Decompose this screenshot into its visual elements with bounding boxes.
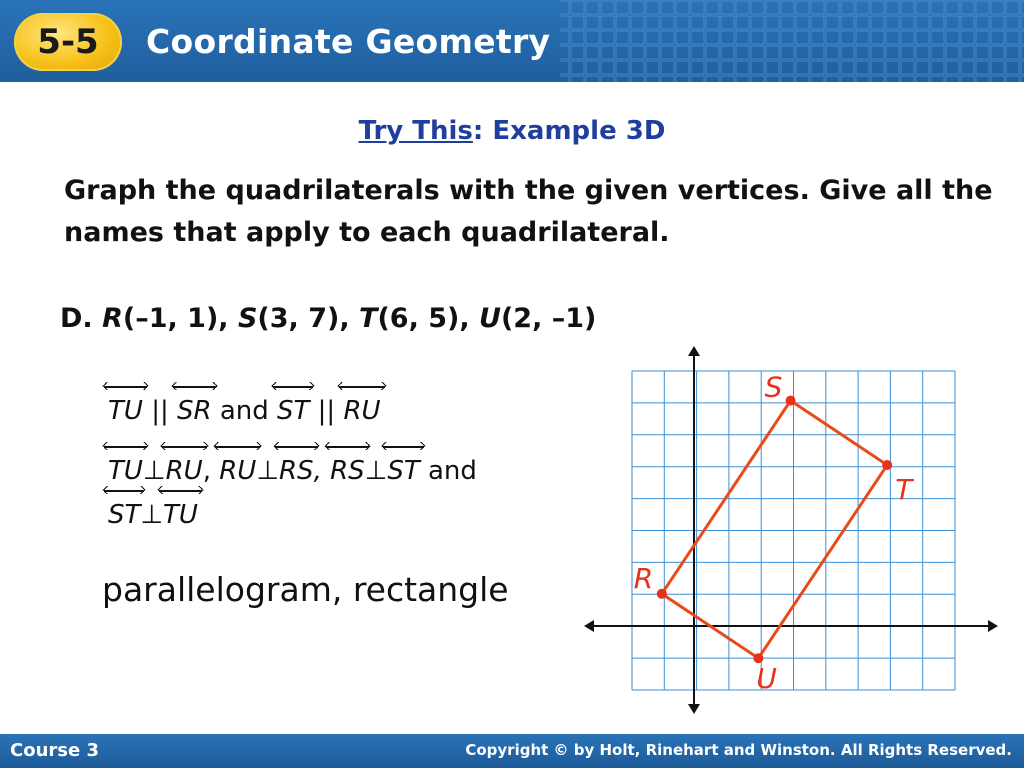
vertex-coords: (2, –1) bbox=[500, 303, 597, 334]
and-word: and bbox=[219, 396, 269, 426]
parallel-statement bbox=[108, 396, 381, 426]
perp-symbol: ⊥ bbox=[256, 456, 279, 486]
vertex-label: S bbox=[764, 370, 783, 404]
lesson-badge bbox=[14, 13, 122, 71]
graph-grid bbox=[632, 371, 955, 690]
comma: , bbox=[202, 456, 211, 486]
vertex-name: T bbox=[359, 303, 378, 334]
quadrilateral bbox=[634, 371, 914, 696]
vertex-separator: , bbox=[339, 303, 360, 334]
perp-symbol: ⊥ bbox=[142, 456, 166, 486]
vertex-point bbox=[657, 589, 667, 599]
y-axis-arrow-top bbox=[688, 346, 700, 356]
problem-label: D. bbox=[60, 303, 93, 334]
and-word: and bbox=[427, 456, 477, 486]
vertex-label: R bbox=[633, 561, 654, 595]
quadrilateral-outline bbox=[662, 401, 887, 659]
coordinate-graph bbox=[584, 344, 1004, 724]
line-tu: TU bbox=[163, 500, 198, 530]
line-ru: RU bbox=[219, 456, 257, 486]
y-axis-arrow-bottom bbox=[688, 704, 700, 714]
line-st: ST bbox=[108, 500, 141, 530]
answer-text: parallelogram, rectangle bbox=[102, 570, 509, 609]
line-st: ST bbox=[277, 396, 310, 426]
copyright-text: Copyright © by Holt, Rinehart and Winston. All Rights Reserved. bbox=[465, 741, 1012, 759]
example-heading-rest: : Example 3D bbox=[472, 116, 666, 146]
line-sr: SR bbox=[176, 396, 212, 426]
line-rs: RS bbox=[330, 456, 365, 486]
perpendicular-statement-2 bbox=[108, 500, 198, 530]
vertex-name: U bbox=[479, 303, 501, 334]
line-ru: RU bbox=[165, 456, 203, 486]
problem-vertices bbox=[60, 303, 596, 334]
example-heading bbox=[0, 116, 1024, 146]
vertex-coords: (–1, 1) bbox=[122, 303, 219, 334]
parallel-symbol: || bbox=[151, 396, 169, 426]
vertex-separator: , bbox=[218, 303, 238, 334]
vertex-separator: , bbox=[459, 303, 480, 334]
vertex-label: U bbox=[756, 662, 777, 696]
line-rs: RS bbox=[278, 456, 314, 486]
problem-prompt: Graph the quadrilaterals with the given vertices. Give all the names that apply to each quadrilateral. bbox=[64, 175, 993, 248]
perp-symbol: ⊥ bbox=[364, 456, 388, 486]
course-label: Course 3 bbox=[10, 740, 99, 761]
x-axis-arrow-left bbox=[584, 620, 594, 632]
lesson-number: 5-5 bbox=[37, 22, 99, 62]
line-tu: TU bbox=[108, 396, 143, 426]
vertex-point bbox=[882, 460, 892, 470]
perp-symbol: ⊥ bbox=[140, 500, 164, 530]
page-title: Coordinate Geometry bbox=[146, 22, 551, 61]
try-this-link[interactable]: Try This bbox=[358, 116, 473, 146]
line-ru: RU bbox=[343, 396, 381, 426]
vertex-name: R bbox=[102, 303, 123, 334]
vertex-name: S bbox=[237, 303, 258, 334]
vertex-coords: (3, 7) bbox=[257, 303, 340, 334]
vertex-coords: (6, 5) bbox=[377, 303, 460, 334]
parallel-symbol: || bbox=[317, 396, 336, 426]
vertex-label: T bbox=[895, 473, 913, 506]
line-st: ST bbox=[387, 456, 420, 486]
footer-bar bbox=[0, 734, 1024, 768]
perpendicular-statement-1 bbox=[108, 456, 477, 486]
comma: , bbox=[313, 456, 322, 486]
x-axis-arrow-right bbox=[988, 620, 998, 632]
vertex-point bbox=[786, 396, 796, 406]
line-tu: TU bbox=[108, 456, 143, 486]
header-bar bbox=[0, 0, 1024, 82]
